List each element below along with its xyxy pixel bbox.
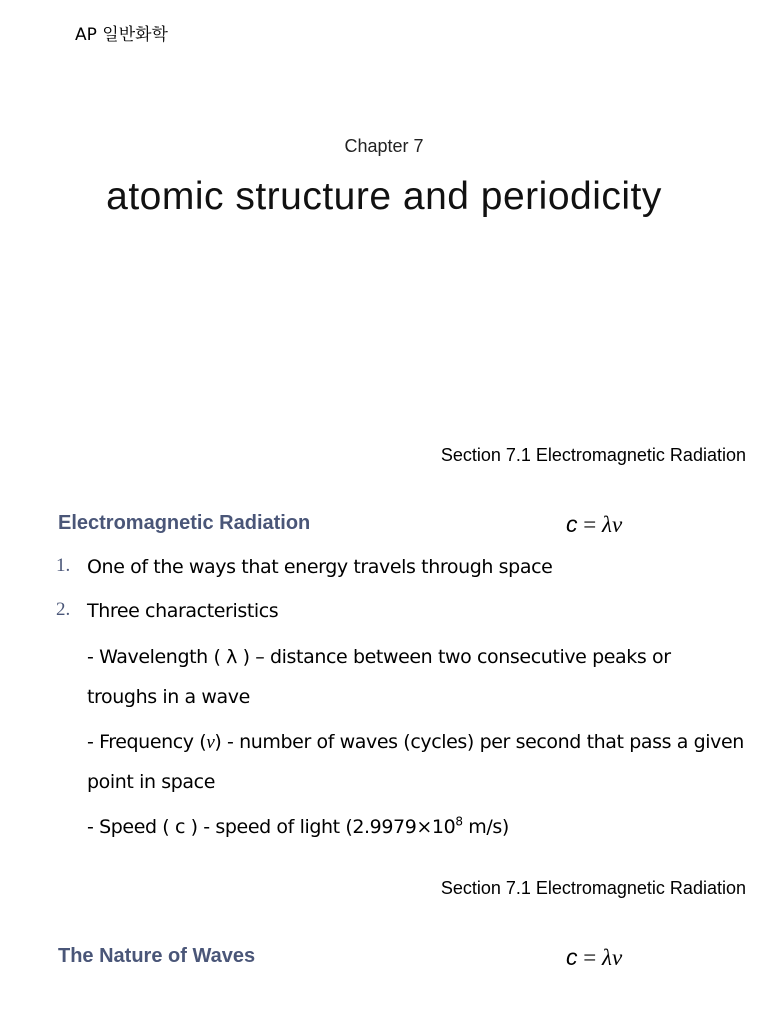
wavelength-post: ) – distance between two consecutive peaks or [236, 646, 671, 668]
frequency-pre: - Frequency ( [87, 731, 207, 753]
speed-pre: - Speed ( c ) - speed of light (2.9979×10 [87, 816, 456, 838]
speed-line [87, 816, 509, 838]
nu-symbol: ν [206, 732, 215, 753]
list-number: 1. [56, 555, 71, 576]
list-item-text: One of the ways that energy travels through space [87, 556, 553, 578]
formula-c: c [566, 511, 578, 537]
wavelength-pre: - Wavelength ( [87, 646, 227, 668]
formula-equals: = [577, 512, 602, 537]
section-label: Section 7.1 Electromagnetic Radiation [440, 878, 746, 898]
page-title: atomic structure and periodicity [106, 175, 662, 218]
formula-c: c [566, 944, 578, 970]
speed-post: m/s) [462, 816, 509, 838]
list-item-text: Three characteristics [87, 600, 279, 622]
formula-rhs: λν [601, 945, 623, 970]
list-number: 2. [56, 599, 71, 620]
formula-rhs: λν [601, 512, 623, 537]
wavelength-continuation: troughs in a wave [87, 686, 250, 708]
lambda-symbol: λ [226, 646, 237, 668]
chapter-label: Chapter 7 [344, 136, 424, 156]
formula-equals: = [577, 945, 602, 970]
speed-exponent: 8 [455, 814, 463, 829]
wavelength-line [87, 646, 671, 668]
formula [566, 944, 622, 971]
section-heading: Electromagnetic Radiation [58, 512, 311, 534]
section-heading: The Nature of Waves [58, 945, 256, 967]
formula [566, 511, 622, 538]
frequency-line [87, 731, 744, 754]
frequency-post: ) - number of waves (cycles) per second that pass a given [214, 731, 744, 753]
section-label: Section 7.1 Electromagnetic Radiation [440, 445, 746, 465]
frequency-continuation: point in space [87, 771, 215, 793]
course-label: AP 일반화학 [75, 25, 168, 45]
